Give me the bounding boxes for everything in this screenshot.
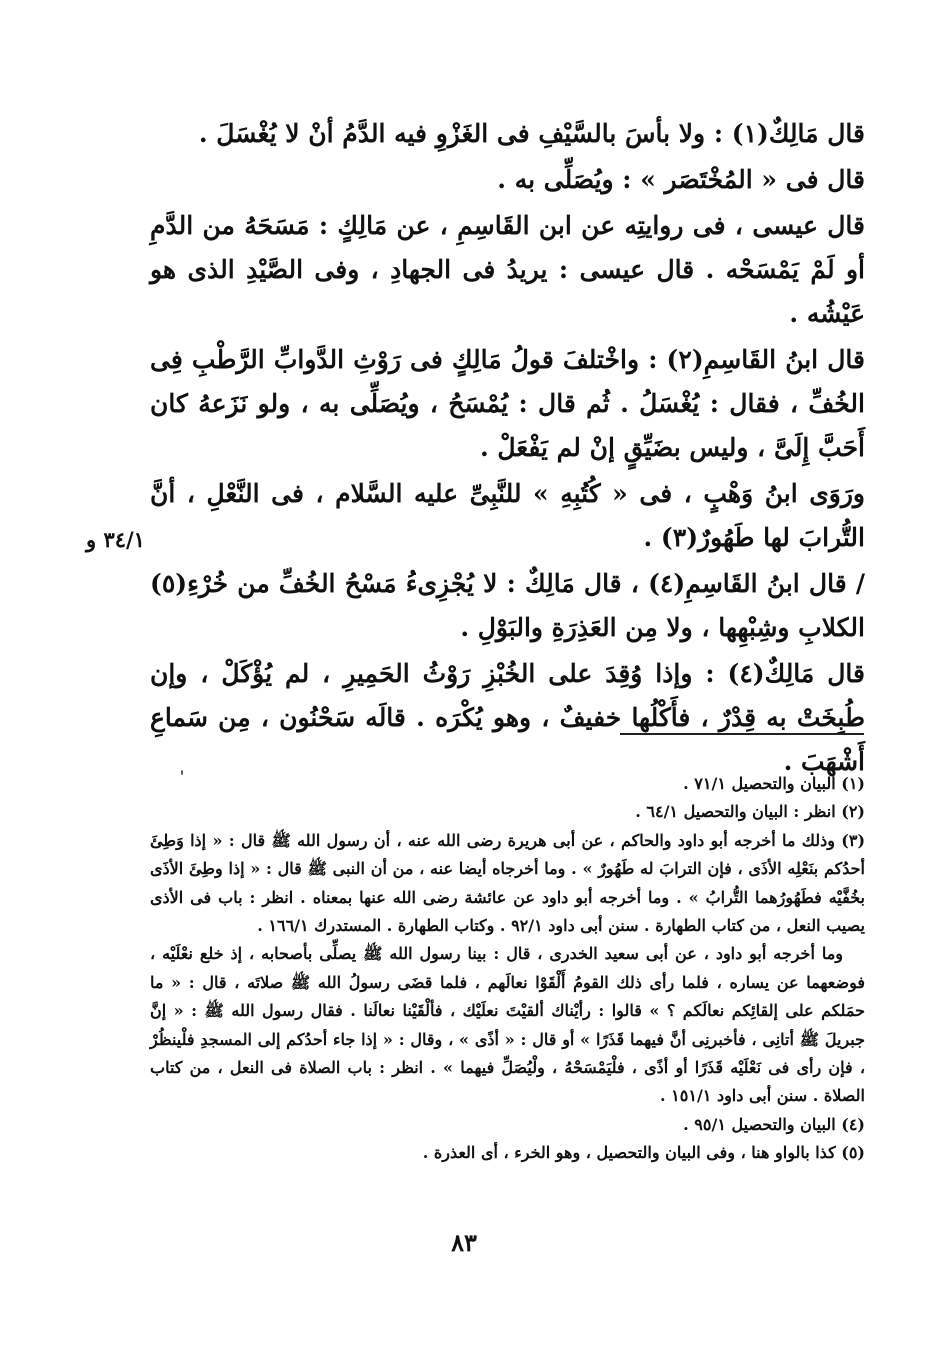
main-paragraph-3: قال عيسى ، فى روايتِه عن ابن القَاسِمِ ، عن مَالِكٍ : مَسَحَهُ من الدَّمِ أو لَمْ يَمْسَحْه . قال عيسى : يريدُ فى الجهادِ ، وفى الصَّيْدِ الذى هو عَيْشُه . [150,211,865,328]
footnote-2: (٢) انظر : البيان والتحصيل ٦٤/١ . [635,802,865,822]
footnote-5: (٥) كذا بالواو هنا ، وفى البيان والتحصيل ، وهو الخرء ، أى العذرة . [422,1143,865,1163]
footnote-4: (٤) البيان والتحصيل ٩٥/١ . [683,1114,865,1134]
manuscript-folio-reference: ٣٤/١ و [86,527,145,552]
scan-speck [181,770,183,775]
footnote-separator [620,733,864,735]
main-paragraph-5: ورَوَى ابنُ وَهْبٍ ، فى « كُتُبِهِ » للنَّبِىِّ عليه السَّلام ، فى النَّعْلِ ، أنَّ التُّرابَ لها طَهُورٌ(٣) . [150,479,865,552]
footnote-3: (٣) وذلك ما أخرجه أبو داود والحاكم ، عن أبى هريرة رضى الله عنه ، أن رسول الله ﷺ قال : « إذا وَطِئَ أحدُكم بنَعْلِه الأذَى ، فإن الترابَ له طَهُورٌ » . وما أخرجاه أيضا عنه ، من أن النبى ﷺ قال : « إذا وطِئَ الأذَى بخُفَّيْه فطَهُورُهما التُّرابُ » . وما أخرجه أبو داود عن عائشة رضى الله عنها بمعناه . انظر : باب فى الأذى يصيب النعل ، من كتاب الطهارة . سنن أبى داود ٩٢/١ . وكتاب الطهارة . المستدرك ١٦٦/١ . [150,830,866,936]
footnote-3-continuation: وما أخرجه أبو داود ، عن أبى سعيد الخدرى ، قال : بينا رسول الله ﷺ يصلِّى بأصحابه ، إذ خلع نعْلَيْه ، فوضعهما عن يساره ، فلما رأى ذلك القومُ أَلْقَوْا نعالَهم ، فلما قضَى رسولُ الله ﷺ صلاتَه ، قال : « ما حمَلكم على إلقائِكم نعالَكم ؟ » قالوا : رأيْناك ألقيْتَ نعلَيْك ، فألْقَيْنا نعالَنا . فقال رسول الله ﷺ : « إنَّ جبريلَ ﷺ أتانِى ، فأخبرنِى أنَّ فيهما قَذَرًا » أو قال : « أذًى » ، وقال : « إذا جاء أحدُكم إلى المسجدِ فلْينظُرْ ، فإن رأى فى نَعْلَيْه قَذَرًا أو أذًى ، فلْيَمْسَحْهُ ، ولْيُصَلِّ فيهما » . انظر : باب الصلاة فى النعل ، من كتاب الصلاة . سنن أبى داود ١٥١/١ . [150,944,865,1106]
footnotes [150,770,865,1168]
main-paragraph-6: / قال ابنُ القَاسِمِ(٤) ، قال مَالِكٌ : لا يُجْزِىءُ مَسْحُ الخُفِّ من خُرْءِ(٥) الكلابِ وشِبْهِها ، ولا مِن العَذِرَةِ والبَوْلِ . [150,569,865,642]
main-paragraph-2: قال فى « المُخْتَصَر » : ويُصَلِّى به . [497,165,865,194]
page-number: ٨٣ [451,1228,477,1257]
main-text [150,112,865,786]
main-paragraph-7: قال مَالِكٌ(٤) : وإذا وُقِدَ على الخُبْزِ رَوْثُ الحَمِيرِ ، لم يُؤْكَلْ ، وإن طُبِخَتْ به قِدْرٌ ، فأَكْلُها خفيفٌ ، وهو يُكْرَه . قالَه سَحْنُون ، مِن سَماعِ أَشْهَبَ . [150,659,865,776]
main-paragraph-4: قال ابنُ القَاسِمِ(٢) : واخْتلفَ قولُ مَالِكٍ فى رَوْثِ الدَّوابِّ الرَّطْبِ فِى الخُفِّ ، فقال : يُغْسَلُ . ثُم قال : يُمْسَحُ ، ويُصَلِّى به ، ولو نَزَعهُ كان أَحَبَّ إِلَىَّ ، وليس بضَيِّقٍ إنْ لم يَفْعَلْ . [150,345,865,462]
footnote-1: (١) البيان والتحصيل ٧١/١ . [683,774,865,793]
main-paragraph-1: قال مَالِكٌ(١) : ولا بأسَ بالسَّيْفِ فى الغَزْوِ فيه الدَّمُ أنْ لا يُغْسَلَ . [198,119,865,148]
